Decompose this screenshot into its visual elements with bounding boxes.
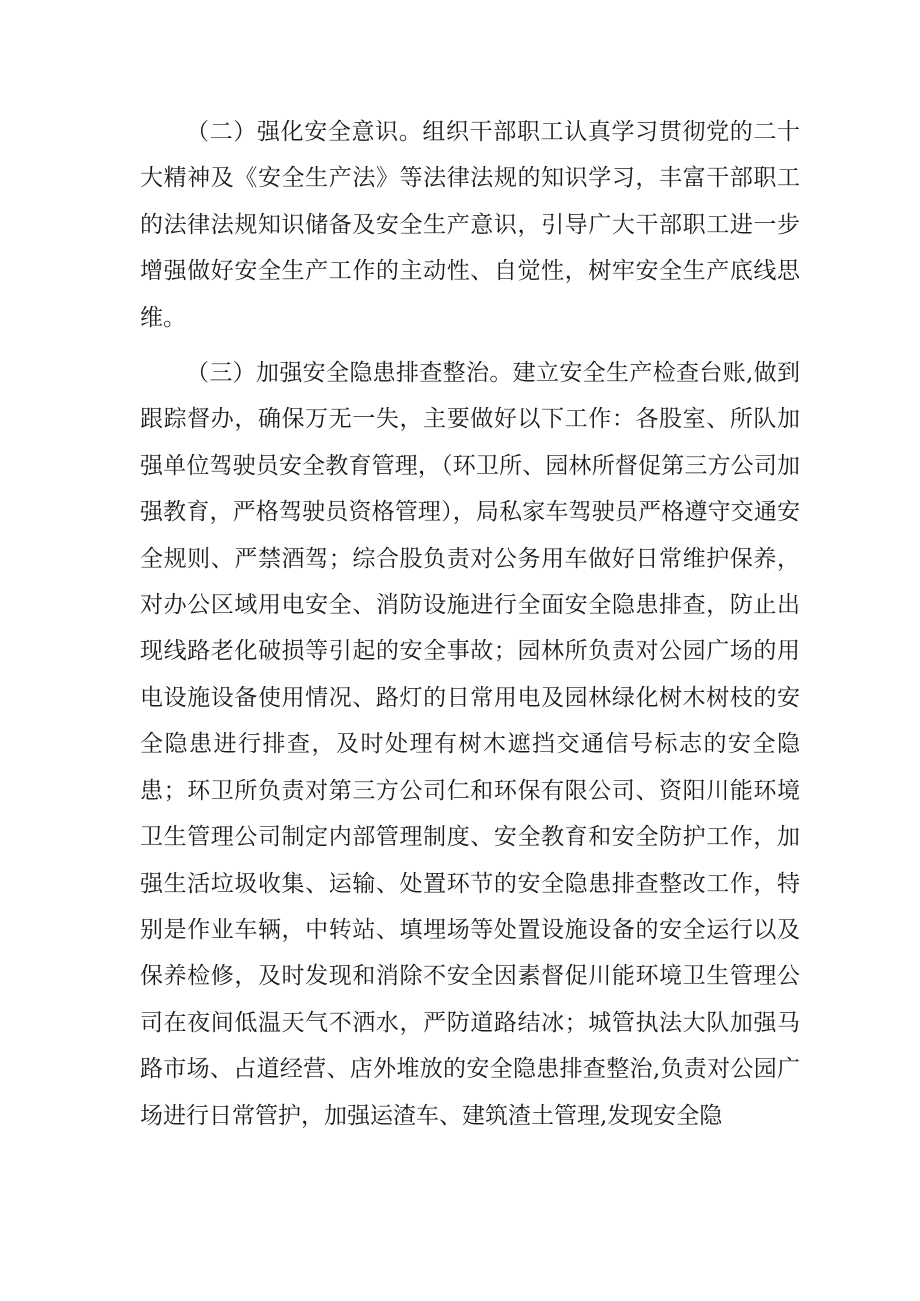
paragraph-hazard-inspection: （三）加强安全隐患排查整治。建立安全生产检查台账,做到跟踪督办，确保万无一失，主要做好以下工作：各股室、所队加强单位驾驶员安全教育管理，（环卫所、园林所督促第三方公司加强教育，严格驾驶员资格管理），局私家车驾驶员严格遵守交通安全规则、严禁酒驾；综合股负责对公务用车做好日常维护保养，对办公区域用电安全、消防设施进行全面安全隐患排查，防止出现线路老化破损等引起的安全事故；园林所负责对公园广场的用电设施设备使用情况、路灯的日常用电及园林绿化树木树枝的安全隐患进行排查，及时处理有树木遮挡交通信号标志的安全隐患；环卫所负责对第三方公司仁和环保有限公司、资阳川能环境卫生管理公司制定内部管理制度、安全教育和安全防护工作，加强生活垃圾收集、运输、处置环节的安全隐患排查整改工作，特别是作业车辆，中转站、填埋场等处置设施设备的安全运行以及保养检修，及时发现和消除不安全因素督促川能环境卫生管理公司在夜间低温天气不洒水，严防道路结冰；城管执法大队加强马路市场、占道经营、店外堆放的安全隐患排查整治,负责对公园广场进行日常管护，加强运渣车、建筑渣土管理,发现安全隐 <box>140 360 800 1129</box>
document-body <box>140 109 800 1139</box>
paragraph-safety-awareness: （二）强化安全意识。组织干部职工认真学习贯彻党的二十大精神及《安全生产法》等法律法规的知识学习，丰富干部职工的法律法规知识储备及安全生产意识，引导广大干部职工进一步增强做好安全生产工作的主动性、自觉性，树牢安全生产底线思维。 <box>140 119 800 331</box>
